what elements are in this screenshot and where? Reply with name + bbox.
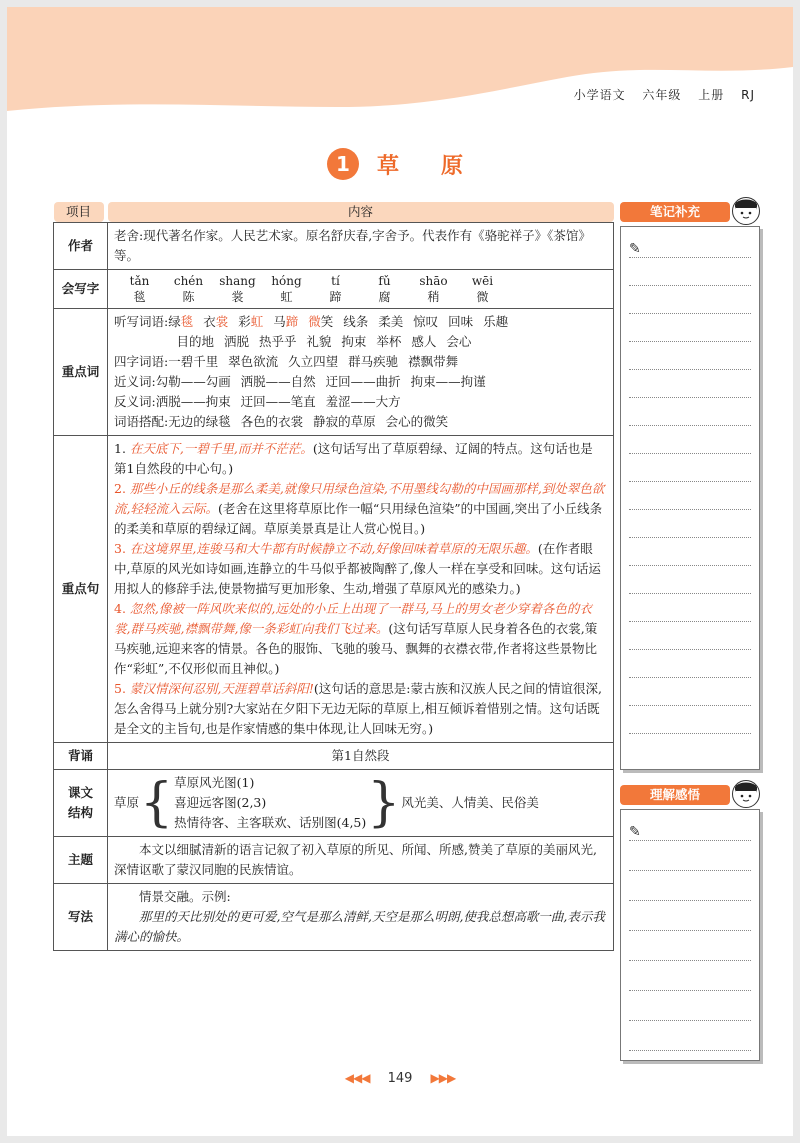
- table-row-theme: [54, 837, 614, 884]
- pinyin: wēi: [471, 274, 494, 288]
- notes-title: 笔记补充: [620, 202, 730, 222]
- row-label: 重点词: [54, 309, 108, 436]
- table-row-writing-method: [54, 884, 614, 951]
- pinyin: tǎn: [129, 274, 150, 288]
- table-row-writing-chars: [54, 270, 614, 309]
- pencil-icon: ✎: [629, 241, 641, 257]
- sentence-1: 1. 在天底下,一碧千里,而并不茫茫。(这句话写出了草原碧绿、辽阔的特点。这句话也是第1自然段的中心句。): [114, 441, 593, 476]
- row-label: 主题: [54, 837, 108, 884]
- table-row-author: [54, 223, 614, 270]
- listen-words-line-1: 听写词语:绿毯 衣裳 彩虹 马蹄 微笑 线条 柔美 惊叹 回味 乐趣: [114, 314, 509, 329]
- char: 稍: [427, 290, 440, 304]
- page-number: 149: [387, 1071, 413, 1086]
- reflection-panel: [620, 785, 760, 1065]
- structure-part: 草原风光图(1): [174, 775, 255, 790]
- pinyin: chén: [173, 274, 204, 288]
- table-row-sentences: [54, 436, 614, 743]
- char: 微: [476, 290, 489, 304]
- table-header-row: [54, 202, 614, 223]
- writing-method-intro: 情景交融。示例:: [139, 889, 231, 904]
- theme-text: 本文以细腻清新的语言记叙了初入草原的所见、所闻、所感,赞美了草原的美丽风光,深情讴歌了蒙汉同胞的民族情谊。: [108, 837, 614, 884]
- writing-method-cell: [108, 884, 614, 951]
- lesson-title: [327, 147, 505, 181]
- sentence-3: 3. 在这境界里,连骏马和大牛都有时候静立不动,好像回味着草原的无限乐趣。(在作者眼中,草原的风光如诗如画,连静立的牛马似乎都被陶醉了,像人一样在享受和回味。这句话运用拟人的修辞手法,使景物描写更加形象、生动,增强了草原风光的感染力。): [114, 541, 601, 596]
- structure-part: 喜迎远客图(2,3): [174, 795, 267, 810]
- pinyin: shāo: [419, 274, 448, 288]
- grade-label: 六年级: [642, 88, 682, 102]
- prev-arrows-icon: ◀◀◀: [344, 1071, 370, 1085]
- girl-face-icon: [732, 780, 760, 808]
- sentences-cell: [108, 436, 614, 743]
- pinyin-grid: [114, 273, 607, 305]
- char: 裳: [231, 290, 244, 304]
- char: 虹: [280, 290, 293, 304]
- structure-diagram: [114, 773, 607, 833]
- sentence-5: 5. 蒙汉情深何忍别,天涯碧草话斜阳!(这句话的意思是:蒙古族和汉族人民之间的情谊很深,怎么舍得马上就分别?大家站在夕阳下无边无际的草原上,相互倾诉着惜别之情。这句话既是全文的主旨句,也是作家情感的集中体现,让人回味无穷。): [114, 681, 602, 736]
- char: 毯: [133, 290, 146, 304]
- header-content: 内容: [108, 202, 614, 222]
- pinyin: tí: [331, 274, 340, 288]
- pinyin: hóng: [271, 274, 302, 288]
- row-label: 写法: [54, 884, 108, 951]
- left-brace: {: [140, 773, 174, 833]
- lesson-summary-table: [53, 202, 614, 951]
- structure-summary: 风光美、人情美、民俗美: [401, 795, 539, 810]
- reflection-lines-area[interactable]: [620, 809, 760, 1061]
- reflection-title: 理解感悟: [620, 785, 730, 805]
- author-text: 老舍:现代著名作家。人民艺术家。原名舒庆春,字舍予。代表作有《骆驼祥子》《茶馆》等。: [108, 223, 614, 270]
- lesson-name: 草原: [377, 153, 506, 179]
- recite-text: 第1自然段: [108, 743, 614, 770]
- structure-parts: [174, 773, 366, 833]
- table-row-keywords: [54, 309, 614, 436]
- sentence-4: 4. 忽然,像被一阵风吹来似的,远处的小丘上出现了一群马,马上的男女老少穿着各色的衣裳,群马疾驰,襟飘带舞,像一条彩虹向我们飞过来。(这句话写草原人民身着各色的衣裳,策马疾驰,远迎来客的情景。各色的服饰、飞驰的骏马、飘舞的衣襟衣带,作者将这些景物比作“彩虹”,不仅形似而且神似。): [114, 601, 598, 676]
- listen-words-line-2: 目的地 洒脱 热乎乎 礼貌 拘束 举杯 感人 会心: [176, 334, 472, 349]
- structure-part: 热情待客、主客联欢、话别图(4,5): [174, 815, 367, 830]
- writing-chars-cell: [108, 270, 614, 309]
- char: 腐: [378, 290, 391, 304]
- sentence-2: 2. 那些小丘的线条是那么柔美,就像只用绿色渲染,不用墨线勾勒的中国画那样,到处翠色欲流,轻轻流入云际。(老舍在这里将草原比作一幅“只用绿色渲染”的中国画,突出了小丘线条的柔美和草原的碧绿辽阔。草原美景真是让人赏心悦目。): [114, 481, 605, 536]
- pinyin: shang: [219, 274, 256, 288]
- four-char-words: 四字词语:一碧千里 翠色欲流 久立四望 群马疾驰 襟飘带舞: [114, 354, 459, 369]
- volume-label: 上册: [698, 88, 725, 102]
- row-label: 课文 结构: [54, 770, 108, 837]
- table-row-recite: [54, 743, 614, 770]
- page: [7, 7, 793, 1136]
- antonyms: 反义词:洒脱——拘束 迂回——笔直 羞涩——大方: [114, 394, 401, 409]
- subject-label: 小学语文: [573, 88, 626, 102]
- header-item: 项目: [54, 202, 104, 222]
- lesson-number-badge: 1: [327, 148, 359, 180]
- collocations: 词语搭配:无边的绿毯 各色的衣裳 静寂的草原 会心的微笑: [114, 414, 449, 429]
- synonyms: 近义词:勾勒——勾画 洒脱——自然 迂回——曲折 拘束——拘谨: [114, 374, 486, 389]
- edition-label: RJ: [741, 88, 755, 102]
- next-arrows-icon: ▶▶▶: [430, 1071, 456, 1085]
- row-label: 背诵: [54, 743, 108, 770]
- char: 蹄: [329, 290, 342, 304]
- row-label: 作者: [54, 223, 108, 270]
- right-brace: }: [367, 773, 401, 833]
- pencil-icon: ✎: [629, 824, 641, 840]
- page-footer: [7, 1071, 793, 1086]
- notes-lines-area[interactable]: [620, 226, 760, 770]
- char: 陈: [182, 290, 195, 304]
- notes-panel: [620, 202, 760, 772]
- row-label: 会写字: [54, 270, 108, 309]
- structure-root: 草原: [114, 795, 140, 810]
- keywords-cell: [108, 309, 614, 436]
- row-label: 重点句: [54, 436, 108, 743]
- table-row-structure: [54, 770, 614, 837]
- pinyin: fǔ: [378, 274, 391, 288]
- book-info: [562, 86, 755, 103]
- girl-face-icon: [732, 197, 760, 225]
- writing-method-example: 那里的天比别处的更可爱,空气是那么清鲜,天空是那么明朗,使我总想高歌一曲,表示我满心的愉快。: [114, 909, 605, 944]
- structure-cell: [108, 770, 614, 837]
